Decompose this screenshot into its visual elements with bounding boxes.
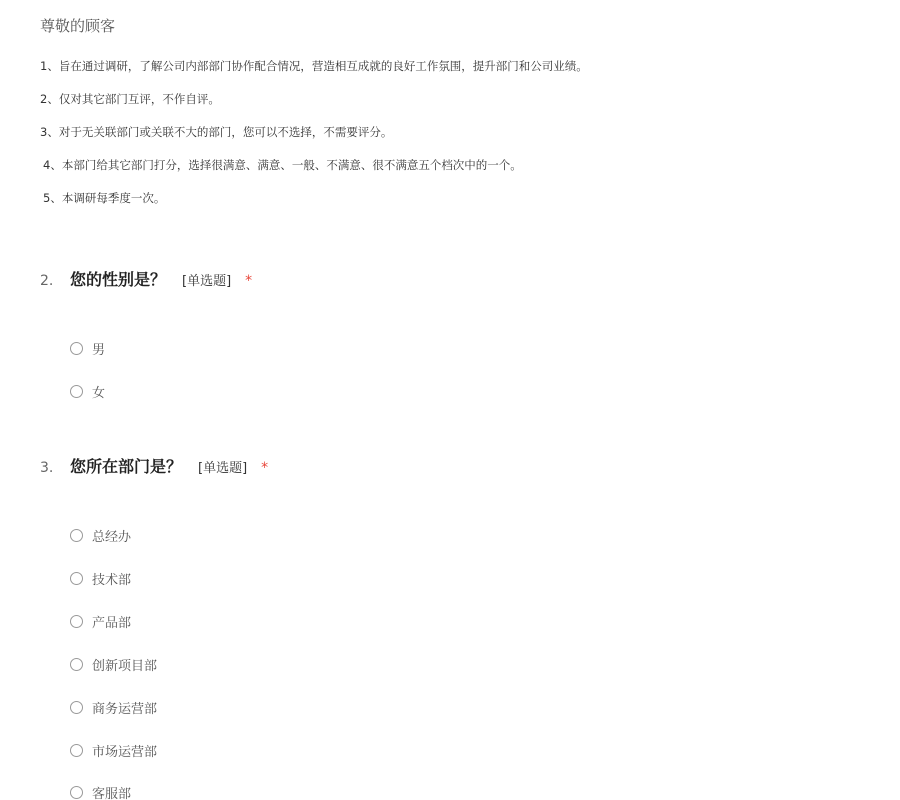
intro-line-5: 5、本调研每季度一次。: [43, 191, 166, 205]
required-marker: *: [245, 273, 253, 289]
question-number: 2.: [40, 273, 54, 289]
radio-button[interactable]: [70, 615, 83, 628]
option-label: 创新项目部: [92, 658, 158, 674]
intro-line-1: 1、旨在通过调研，了解公司内部部门协作配合情况，营造相互成就的良好工作氛围，提升部门和公司业绩。: [40, 59, 588, 73]
option-dept-customer-service[interactable]: [70, 782, 131, 800]
radio-button[interactable]: [70, 342, 83, 355]
radio-button[interactable]: [70, 658, 83, 671]
option-dept-innovation[interactable]: [70, 654, 157, 674]
option-label: 商务运营部: [92, 701, 158, 717]
question-type-label: [单选题]: [198, 461, 248, 476]
question-title: 您所在部门是？: [70, 457, 183, 476]
option-dept-general-office[interactable]: [70, 525, 131, 545]
question-department: [40, 454, 268, 478]
option-label: 技术部: [92, 572, 132, 588]
option-dept-product[interactable]: [70, 611, 131, 631]
radio-button[interactable]: [70, 572, 83, 585]
option-label: 客服部: [92, 786, 132, 800]
intro-line-4: 4、本部门给其它部门打分，选择很满意、满意、一般、不满意、很不满意五个档次中的一个。: [43, 158, 522, 172]
option-label: 市场运营部: [92, 744, 158, 760]
option-gender-female[interactable]: [70, 381, 105, 401]
option-label: 女: [92, 385, 106, 401]
option-label: 男: [92, 342, 106, 358]
radio-button[interactable]: [70, 385, 83, 398]
radio-button[interactable]: [70, 529, 83, 542]
question-gender: [40, 267, 252, 291]
question-number: 3.: [40, 460, 54, 476]
radio-button[interactable]: [70, 701, 83, 714]
option-dept-business-ops[interactable]: [70, 697, 157, 717]
option-label: 产品部: [92, 615, 132, 631]
option-gender-male[interactable]: [70, 338, 105, 358]
option-dept-tech[interactable]: [70, 568, 131, 588]
intro-line-2: 2、仅对其它部门互评，不作自评。: [40, 92, 220, 106]
option-dept-marketing-ops[interactable]: [70, 740, 157, 760]
radio-button[interactable]: [70, 744, 83, 757]
question-title: 您的性别是？: [70, 270, 167, 289]
option-label: 总经办: [92, 529, 132, 545]
radio-button[interactable]: [70, 786, 83, 799]
intro-line-3: 3、对于无关联部门或关联不大的部门，您可以不选择，不需要评分。: [40, 125, 393, 139]
greeting-heading: 尊敬的顾客: [40, 17, 116, 35]
required-marker: *: [261, 460, 269, 476]
question-type-label: [单选题]: [182, 274, 232, 289]
